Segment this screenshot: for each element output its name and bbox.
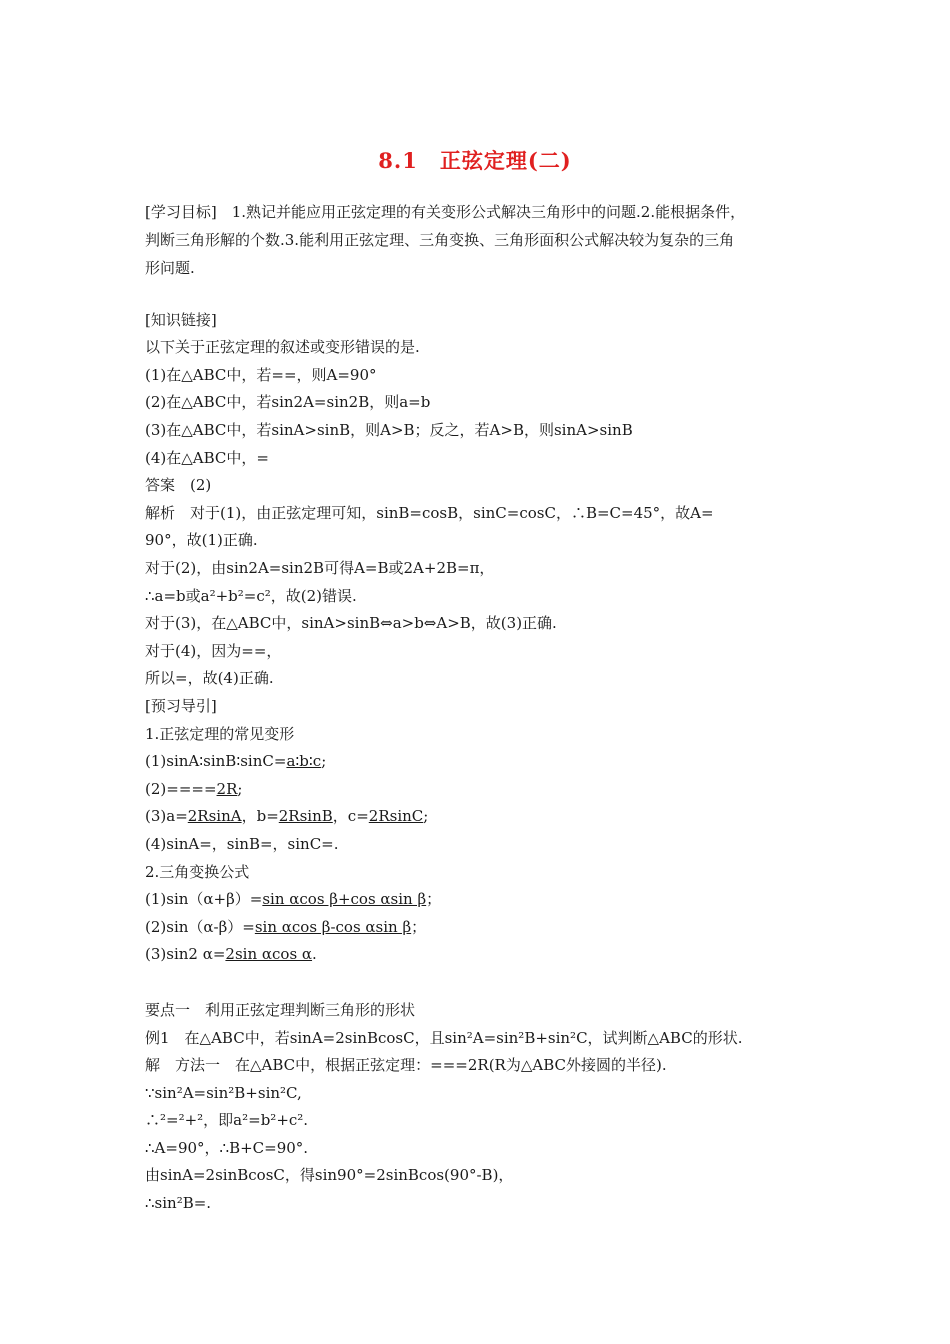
text-line: ∴a=b或a²+b²=c²，故(2)错误. [145,587,357,605]
formula-text: ; [321,752,327,770]
text-line: 形问题. [145,259,195,277]
formula-text: (3)sin2 α= [145,945,226,963]
text-line: ∵sin²A=sin²B+sin²C, [145,1084,302,1102]
text-line: 对于(4)，因为==， [145,642,282,660]
formula-line [145,779,242,799]
answer-line: 答案 (2) [145,476,212,494]
formula-text: ； [411,918,427,936]
example-line: 例1 在△ABC中，若sinA=2sinBcosC，且sin²A=sin²B+sin²C，试判断△ABC的形状. [145,1029,743,1047]
formula-text: (2)sin（α-β）= [145,918,255,936]
formula-line [145,917,426,937]
formula-text: (2)==== [145,780,217,798]
text-line: 对于(3)，在△ABC中，sinA>sinB⇔a>b⇔A>B，故(3)正确. [145,614,557,632]
formula-text: ; [423,807,429,825]
formula-blank: 2RsinC [368,807,424,825]
formula-line [145,806,428,826]
text-line: 90°，故(1)正确. [145,531,258,549]
text-line: [学习目标] 1.熟记并能应用正弦定理的有关变形公式解决三角形中的问题.2.能根据条件， [145,203,746,221]
section-heading: 要点一 利用正弦定理判断三角形的形状 [145,1001,416,1019]
formula-text: ，c= [332,807,369,825]
formula-text: (1)sinA∶sinB∶sinC= [145,752,287,770]
text-line: (4)在△ABC中，= [145,449,269,467]
formula-line [145,944,317,964]
text-line: 1.正弦定理的常见变形 [145,725,295,743]
text-line: (1)在△ABC中，若==，则A=90° [145,366,377,384]
text-line: ∴sin²B=. [145,1194,212,1212]
formula-text: (1)sin（α+β）= [145,890,263,908]
formula-blank: sin αcos β-cos αsin β [254,918,412,936]
text-line: (4)sinA=，sinB=，sinC=. [145,835,339,853]
formula-line [145,751,326,771]
section-heading: [预习导引] [145,697,217,715]
formula-text: ，b= [241,807,279,825]
document-title: 8.1 正弦定理(二) [378,148,572,173]
text-line: ∴A=90°，∴B+C=90°. [145,1139,309,1157]
text-line: 所以=，故(4)正确. [145,669,274,687]
text-line: (2)在△ABC中，若sin2A=sin2B，则a=b [145,393,431,411]
text-line: 判断三角形解的个数.3.能利用正弦定理、三角变换、三角形面积公式解决较为复杂的三角 [145,231,735,249]
formula-text: (3)a= [145,807,188,825]
formula-blank: a∶b∶c [286,752,322,770]
text-line: 解 方法一 在△ABC中，根据正弦定理：===2R(R为△ABC外接圆的半径). [145,1056,667,1074]
text-line: ∴²=²+²，即a²=b²+c². [145,1111,309,1129]
text-line: 2.三角变换公式 [145,863,250,881]
text-line: 对于(2)，由sin2A=sin2B可得A=B或2A+2B=π， [145,559,495,577]
formula-text: ; [237,780,243,798]
text-line: 由sinA=2sinBcosC，得sin90°=2sinBcos(90°-B)， [145,1166,514,1184]
formula-text: . [312,945,317,963]
text-line: 以下关于正弦定理的叙述或变形错误的是. [145,338,420,356]
formula-blank: sin αcos β+cos αsin β [262,890,427,908]
text-line: (3)在△ABC中，若sinA>sinB，则A>B；反之，若A>B，则sinA>sinB [145,421,633,439]
formula-text: ； [426,890,442,908]
formula-blank: 2RsinA [187,807,242,825]
formula-line [145,889,441,909]
formula-blank: 2R [216,780,238,798]
section-heading: [知识链接] [145,311,217,329]
formula-blank: 2sin αcos α [225,945,313,963]
formula-blank: 2RsinB [278,807,333,825]
text-line: 解析 对于(1)，由正弦定理可知，sinB=cosB，sinC=cosC，∴B=C=45°，故A= [145,504,714,522]
